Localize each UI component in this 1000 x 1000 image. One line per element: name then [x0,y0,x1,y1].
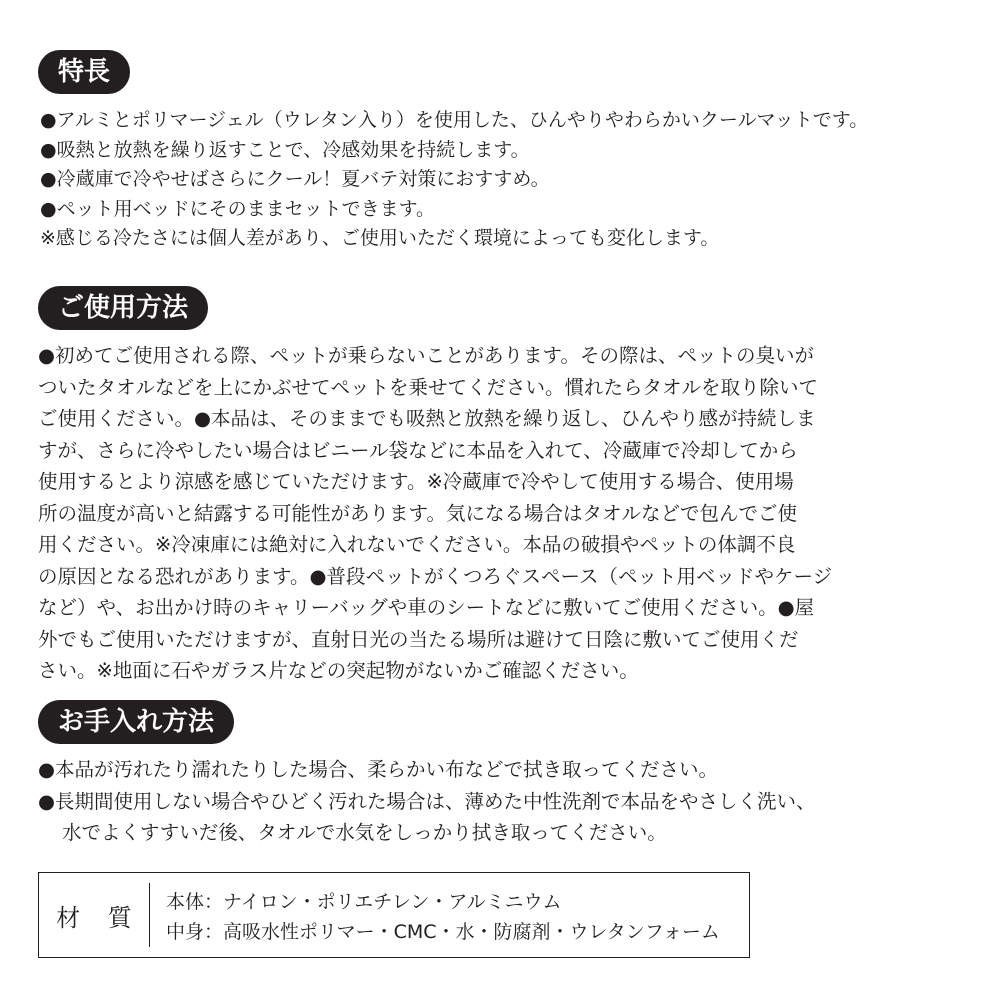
text-line: の原因となる恐れがあります。●普段ペットがくつろぐスペース（ペット用ベッドやケージ [38,564,833,588]
text-line: 用ください。※冷凍庫には絶対に入れないでください。本品の破損やペットの体調不良 [38,533,796,556]
features-list [40,106,970,254]
materials-values [150,873,720,957]
text-line: すが、さらに冷やしたい場合はビニール袋などに本品を入れて、冷蔵庫で冷却してから [38,438,798,462]
list-item-continuation: 水でよくすすいだ後、タオルで水気をしっかり拭き取ってください。 [62,821,667,844]
materials-label: 材 質 [56,903,142,932]
materials-body: 本体：ナイロン・ポリエチレン・アルミニウム [166,891,562,913]
materials-table [38,872,750,958]
materials-filling: 中身：高吸水性ポリマー・CMC・水・防腐剤・ウレタンフォーム [166,921,720,943]
text-line: 外でもご使用いただけますが、直射日光の当たる場所は避けて日陰に敷いてご使用くだ [38,627,799,651]
list-item: ●アルミとポリマージェル（ウレタン入り）を使用した、ひんやりやわらかいクールマットです。 [40,109,869,131]
text-line: ●初めてご使用される際、ペットが乗らないことがあります。その際は、ペットの臭いが [38,344,814,367]
list-item: ●本品が汚れたり濡れたりした場合、柔らかい布などで拭き取ってください。 [38,758,719,781]
list-item: ●吸熱と放熱を繰り返すことで、冷感効果を持続します。 [40,138,530,161]
usage-heading: ご使用方法 [38,286,208,330]
text-line: さい。※地面に石やガラス片などの突起物がないかご確認ください。 [38,659,639,682]
text-line: ついたタオルなどを上にかぶせてペットを乗せてください。慣れたらタオルを取り除いて [38,375,819,399]
text-line: 所の温度が高いと結露する可能性があります。気になる場合はタオルなどで包んでご使 [38,501,797,525]
text-line: ご使用ください。●本品は、そのままでも吸熱と放熱を繰り返し、ひんやり感が持続しま [38,407,816,430]
list-item: ●ペット用ベッドにそのままセットできます。 [40,197,436,220]
care-text [38,754,968,849]
text-line: など）や、お出かけ時のキャリーバッグや車のシートなどに敷いてご使用ください。●屋 [38,596,815,619]
features-heading: 特長 [38,50,130,94]
usage-text [38,340,968,687]
text-line: 使用するとより涼感を感じていただけます。※冷蔵庫で冷やして使用する場合、使用場 [38,470,794,493]
list-item: ●冷蔵庫で冷やせばさらにクール！夏バテ対策におすすめ。 [40,168,550,190]
care-heading: お手入れ方法 [38,700,234,744]
note-text: ※感じる冷たさには個人差があり、ご使用いただく環境によっても変化します。 [40,227,720,249]
list-item: ●長期間使用しない場合やひどく汚れた場合は、薄めた中性洗剤で本品をやさしく洗い、 [38,789,816,813]
